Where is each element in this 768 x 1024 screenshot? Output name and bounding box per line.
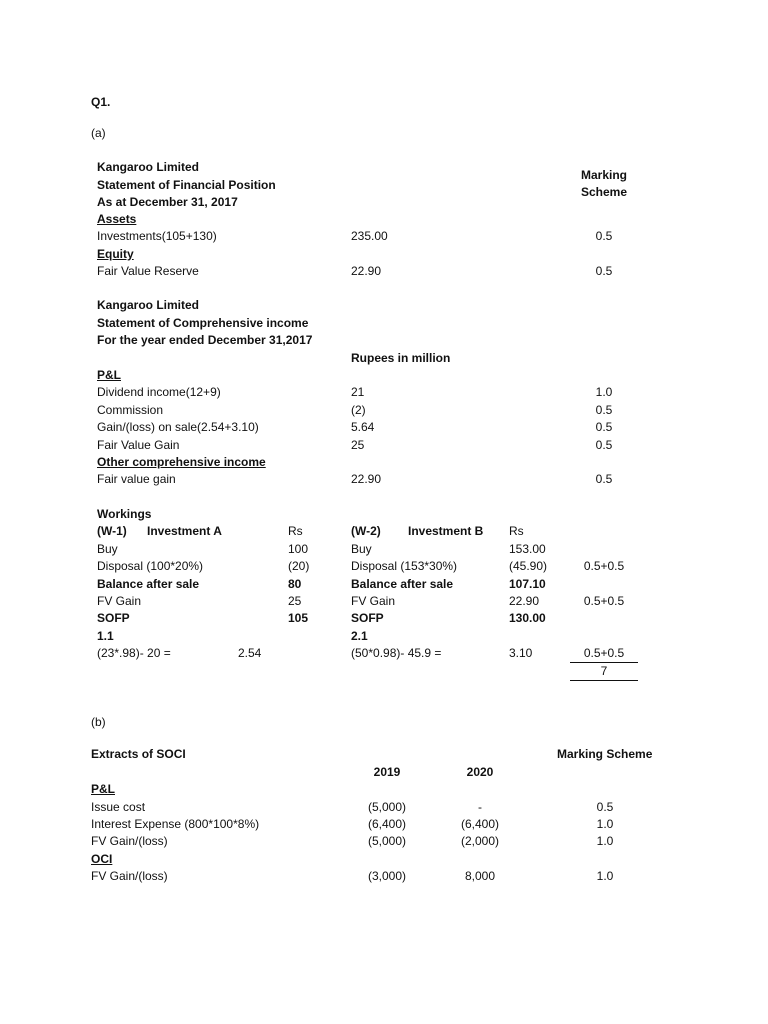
total-divider-bottom [570, 680, 638, 681]
soci-row-label: Issue cost [91, 800, 146, 814]
w1-code: (W-1) [97, 524, 127, 538]
marking-scheme-header-line2: Scheme [580, 185, 628, 199]
w1-row-label: Buy [97, 542, 118, 556]
year-2020-header: 2020 [466, 765, 494, 779]
pl-header: P&L [97, 368, 121, 382]
pl-header-b: P&L [91, 782, 115, 796]
sofp-title: Statement of Financial Position [97, 178, 276, 192]
w2-row-mark: 0.5+0.5 [583, 559, 625, 573]
w2-calc-result: 3.10 [509, 646, 533, 660]
pl-row-amount: 25 [351, 438, 365, 452]
w1-row-label: FV Gain [97, 594, 142, 608]
company-name-2: Kangaroo Limited [97, 298, 200, 312]
w2-row-value: 22.90 [509, 594, 540, 608]
soci-extracts-title: Extracts of SOCI [91, 747, 186, 761]
w2-row-value: 153.00 [509, 542, 546, 556]
soci-row-label: FV Gain/(loss) [91, 834, 168, 848]
soci-row-2019: (5,000) [367, 800, 407, 814]
w1-row-value: 100 [288, 542, 309, 556]
pl-row-label: Fair Value Gain [97, 438, 180, 452]
investments-label: Investments(105+130) [97, 229, 217, 243]
soci-row-mark: 1.0 [596, 834, 614, 848]
pl-row-amount: 21 [351, 385, 365, 399]
w1-row-value: 105 [288, 611, 309, 625]
workings-header: Workings [97, 507, 152, 521]
w2-note-number: 2.1 [351, 629, 368, 643]
w1-note-number: 1.1 [97, 629, 114, 643]
fvr-label: Fair Value Reserve [97, 264, 199, 278]
oci-row-label-b: FV Gain/(loss) [91, 869, 168, 883]
soci-row-2019: (5,000) [367, 834, 407, 848]
pl-row-amount: (2) [351, 403, 366, 417]
assets-header: Assets [97, 212, 137, 226]
oci-row-2020: 8,000 [464, 869, 496, 883]
oci-row-label: Fair value gain [97, 472, 176, 486]
w2-row-label: FV Gain [351, 594, 396, 608]
pl-row-mark: 0.5 [595, 403, 613, 417]
w1-row-label: SOFP [97, 611, 130, 625]
equity-header: Equity [97, 247, 134, 261]
w2-row-value: 107.10 [509, 577, 546, 591]
pl-row-label: Dividend income(12+9) [97, 385, 221, 399]
pl-row-mark: 0.5 [595, 438, 613, 452]
oci-header-b: OCI [91, 852, 113, 866]
company-name: Kangaroo Limited [97, 160, 200, 174]
soci-row-label: Interest Expense (800*100*8%) [91, 817, 260, 831]
w2-row-label: Balance after sale [351, 577, 454, 591]
w1-row-label: Balance after sale [97, 577, 200, 591]
year-2019-header: 2019 [373, 765, 401, 779]
w2-row-label: SOFP [351, 611, 384, 625]
w2-row-label: Buy [351, 542, 372, 556]
soci-row-mark: 0.5 [596, 800, 614, 814]
w1-title: Investment A [147, 524, 222, 538]
marking-scheme-header: Marking Scheme [557, 747, 653, 761]
w1-unit: Rs [288, 524, 303, 538]
sofp-date: As at December 31, 2017 [97, 195, 238, 209]
w2-row-label: Disposal (153*30%) [351, 559, 458, 573]
fvr-amount: 22.90 [351, 264, 382, 278]
soci-row-2020: (6,400) [460, 817, 500, 831]
oci-row-mark: 0.5 [595, 472, 613, 486]
soci-row-2020: - [478, 800, 482, 814]
w2-row-value: 130.00 [509, 611, 546, 625]
soci-title: Statement of Comprehensive income [97, 316, 309, 330]
soci-row-mark: 1.0 [596, 817, 614, 831]
w2-row-mark: 0.5+0.5 [583, 594, 625, 608]
w1-calc: (23*.98)- 20 = [97, 646, 171, 660]
marking-scheme-header-line1: Marking [580, 168, 627, 182]
w2-code: (W-2) [351, 524, 381, 538]
pl-row-mark: 1.0 [595, 385, 613, 399]
w2-unit: Rs [509, 524, 524, 538]
w2-calc-mark: 0.5+0.5 [583, 646, 625, 660]
pl-row-mark: 0.5 [595, 420, 613, 434]
soci-row-2019: (6,400) [367, 817, 407, 831]
currency-label: Rupees in million [351, 351, 451, 365]
w2-row-value: (45.90) [509, 559, 548, 573]
oci-header: Other comprehensive income [97, 455, 266, 469]
oci-row-2019: (3,000) [367, 869, 407, 883]
pl-row-amount: 5.64 [351, 420, 375, 434]
total-marks: 7 [600, 664, 608, 678]
w2-calc: (50*0.98)- 45.9 = [351, 646, 442, 660]
oci-row-amount: 22.90 [351, 472, 382, 486]
w1-row-value: (20) [288, 559, 310, 573]
pl-row-label: Gain/(loss) on sale(2.54+3.10) [97, 420, 259, 434]
pl-row-label: Commission [97, 403, 164, 417]
part-a-label: (a) [91, 126, 106, 140]
part-b-label: (b) [91, 715, 106, 729]
soci-row-2020: (2,000) [460, 834, 500, 848]
soci-period: For the year ended December 31,2017 [97, 333, 313, 347]
oci-row-mark-b: 1.0 [596, 869, 614, 883]
investments-amount: 235.00 [351, 229, 388, 243]
w1-row-value: 80 [288, 577, 302, 591]
w2-title: Investment B [408, 524, 484, 538]
investments-mark: 0.5 [595, 229, 613, 243]
question-number: Q1. [91, 95, 111, 109]
w1-row-value: 25 [288, 594, 302, 608]
w1-calc-result: 2.54 [238, 646, 262, 660]
w1-row-label: Disposal (100*20%) [97, 559, 204, 573]
fvr-mark: 0.5 [595, 264, 613, 278]
